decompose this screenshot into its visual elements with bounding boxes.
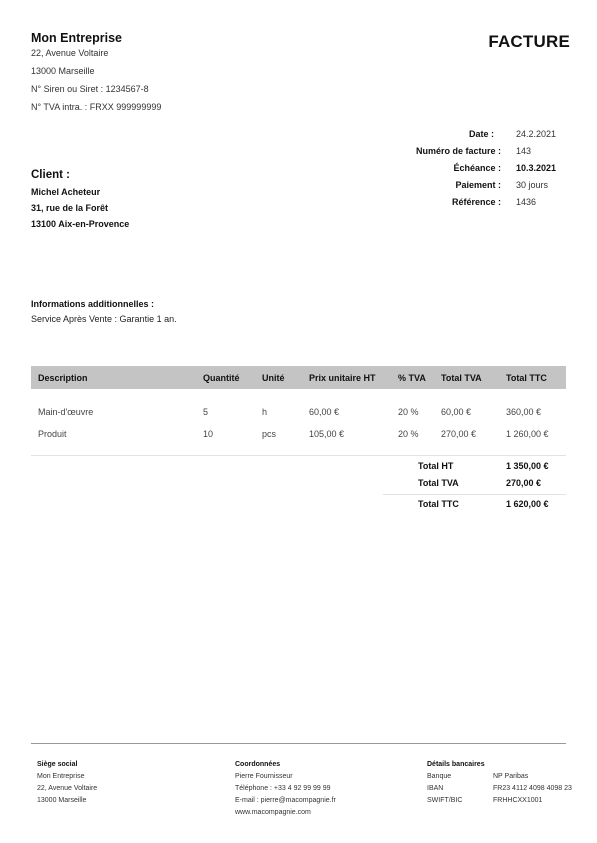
footer-seat-line-2: 22, Avenue Voltaire (37, 785, 98, 792)
total-tva-value: 270,00 € (506, 478, 542, 488)
col-vat-rate: % TVA (398, 373, 426, 383)
totals-divider (383, 494, 566, 495)
total-ttc-label: Total TTC (418, 499, 459, 509)
document-title: FACTURE (488, 32, 570, 51)
client-title: Client : (31, 169, 70, 181)
table-header (31, 366, 566, 389)
additional-info-text: Service Après Vente : Garantie 1 an. (31, 314, 177, 324)
col-quantity: Quantité (203, 373, 240, 383)
payment-label: Paiement : (455, 180, 501, 190)
footer-seat-title: Siège social (37, 761, 78, 768)
col-ttc-total: Total TTC (506, 373, 547, 383)
row-2-quantity: 10 (203, 429, 214, 439)
row-1-description: Main-d'œuvre (38, 407, 94, 417)
footer-seat-line-3: 13000 Marseille (37, 797, 87, 804)
total-ht-label: Total HT (418, 461, 454, 471)
footer-seat-line-1: Mon Entreprise (37, 773, 85, 780)
company-name: Mon Entreprise (31, 31, 122, 45)
due-date-value: 10.3.2021 (516, 163, 557, 173)
client-address: 31, rue de la Forêt (31, 203, 109, 213)
footer-bank-title: Détails bancaires (427, 761, 485, 768)
footer-swift-label: SWIFT/BIC (427, 797, 463, 804)
col-description: Description (38, 373, 88, 383)
row-1-vat-rate: 20 % (398, 407, 419, 417)
date-label: Date : (468, 129, 494, 139)
payment-value: 30 jours (516, 180, 549, 190)
row-2-vat-total: 270,00 € (441, 429, 477, 439)
footer-contact-website[interactable]: www.macompagnie.com (235, 809, 311, 816)
footer-contact-name: Pierre Fournisseur (235, 773, 293, 780)
row-2-vat-rate: 20 % (398, 429, 419, 439)
invoice-number-value: 143 (516, 146, 532, 156)
company-city: 13000 Marseille (31, 66, 95, 76)
row-1-unit: h (262, 407, 268, 417)
row-2-ttc-total: 1 260,00 € (506, 429, 549, 439)
col-unit: Unité (262, 373, 285, 383)
company-siren: N° Siren ou Siret : 1234567-8 (31, 84, 149, 94)
footer-bank-label: Banque (427, 773, 452, 780)
col-vat-total: Total TVA (441, 373, 482, 383)
row-1-quantity: 5 (203, 407, 209, 417)
invoice-number-label: Numéro de facture : (415, 146, 501, 156)
col-unit-price: Prix unitaire HT (309, 373, 376, 383)
row-2-description: Produit (38, 429, 67, 439)
total-ttc-value: 1 620,00 € (506, 499, 549, 509)
row-1-ttc-total: 360,00 € (506, 407, 542, 417)
footer-iban-value: FR23 4112 4098 4098 23 (493, 785, 572, 792)
footer-iban-label: IBAN (427, 785, 444, 792)
company-address: 22, Avenue Voltaire (31, 48, 109, 58)
reference-label: Référence : (451, 197, 501, 207)
due-date-label: Échéance : (453, 163, 501, 173)
row-2-unit: pcs (262, 429, 277, 439)
row-2-unit-price: 105,00 € (309, 429, 345, 439)
date-value: 24.2.2021 (516, 129, 557, 139)
total-ht-value: 1 350,00 € (506, 461, 549, 471)
footer-contact-email[interactable]: E-mail : pierre@macompagnie.fr (235, 797, 336, 804)
footer-contact-title: Coordonnées (235, 761, 281, 768)
table-divider (31, 455, 566, 456)
additional-info-title: Informations additionnelles : (31, 299, 155, 309)
company-vat: N° TVA intra. : FRXX 999999999 (31, 102, 162, 112)
footer-divider (31, 743, 566, 744)
row-1-unit-price: 60,00 € (309, 407, 340, 417)
footer-bank-value: NP Paribas (493, 773, 529, 780)
client-name: Michel Acheteur (31, 187, 101, 197)
client-city: 13100 Aix-en-Provence (31, 219, 130, 229)
footer-contact-phone: Téléphone : +33 4 92 99 99 99 (235, 785, 331, 792)
total-tva-label: Total TVA (418, 478, 459, 488)
footer-swift-value: FRHHCXX1001 (493, 797, 543, 804)
row-1-vat-total: 60,00 € (441, 407, 472, 417)
reference-value: 1436 (516, 197, 537, 207)
